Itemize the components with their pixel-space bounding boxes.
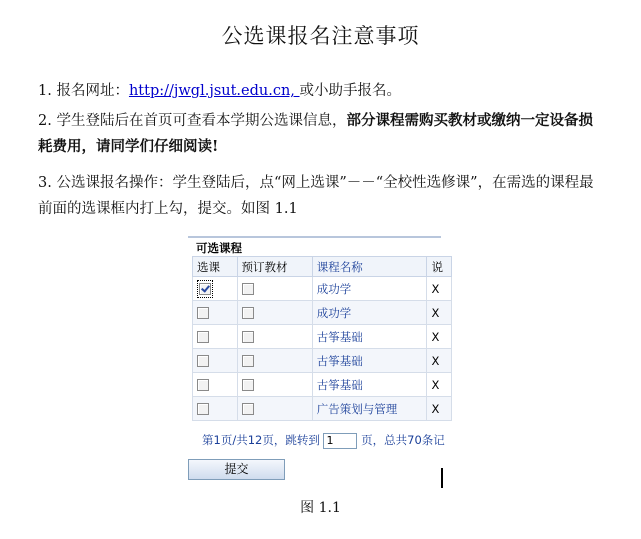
book-cell (237, 373, 312, 397)
item-register-url (38, 78, 598, 104)
select-checkbox-wrap (197, 402, 209, 416)
book-checkbox[interactable] (242, 403, 254, 415)
book-checkbox[interactable] (242, 283, 254, 295)
select-checkbox-wrap (197, 280, 213, 298)
course-name-cell (312, 301, 427, 325)
course-name-link[interactable]: 古筝基础 (316, 377, 363, 392)
header-select: 选课 (193, 257, 238, 277)
select-checkbox-wrap (197, 306, 209, 320)
extra-cell: X (427, 277, 452, 301)
book-checkbox[interactable] (242, 355, 254, 367)
text-cursor (441, 468, 443, 488)
extra-cell: X (427, 373, 452, 397)
item2-prefix: 2. 学生登陆后在首页可查看本学期公选课信息， (38, 113, 347, 129)
table-row (193, 277, 452, 301)
course-name-cell (312, 325, 427, 349)
table-row (193, 301, 452, 325)
table-row (193, 397, 452, 421)
header-extra: 说 (427, 257, 452, 277)
course-name-cell (312, 277, 427, 301)
book-cell (237, 301, 312, 325)
course-table (192, 256, 452, 421)
select-cell (193, 325, 238, 349)
course-name-link[interactable]: 古筝基础 (316, 329, 363, 344)
course-name-cell (312, 373, 427, 397)
select-checkbox-wrap (197, 378, 209, 392)
page-jump-input[interactable]: 1 (323, 433, 357, 449)
course-name-link[interactable]: 古筝基础 (316, 353, 363, 368)
table-header-row (193, 257, 452, 277)
select-checkbox[interactable] (199, 283, 211, 295)
pager-after: 页，总共70条记 (361, 433, 445, 447)
item-procedure: 3. 公选课报名操作：学生登陆后，点“网上选课”－－“全校性选修课”，在需选的课程最前面的选课框内打上勾，提交。如图 1.1 (38, 175, 594, 217)
course-selection-figure (188, 236, 445, 460)
figure-caption: 图 1.1 (300, 500, 341, 516)
book-checkbox[interactable] (242, 307, 254, 319)
submit-button[interactable]: 提交 (188, 459, 285, 480)
extra-cell: X (427, 349, 452, 373)
page-title: 公选课报名注意事项 (221, 24, 420, 48)
item2-bold-notice: 部分课程需购买教材或缴纳一定设备损耗费用，请同学们仔细阅读! (38, 112, 593, 155)
extra-cell: X (427, 325, 452, 349)
select-checkbox-wrap (197, 354, 209, 368)
select-checkbox-wrap (197, 330, 209, 344)
item1-suffix: 或小助手报名。 (299, 83, 402, 99)
select-checkbox[interactable] (197, 379, 209, 391)
header-course-name: 课程名称 (312, 257, 427, 277)
register-link[interactable]: http://jwgl.jsut.edu.cn, (128, 83, 300, 99)
table-row (193, 373, 452, 397)
table-row (193, 349, 452, 373)
select-cell (193, 301, 238, 325)
book-cell (237, 397, 312, 421)
book-checkbox[interactable] (242, 379, 254, 391)
course-name-cell (312, 397, 427, 421)
pager-before: 第1页/共12页，跳转到 (202, 433, 320, 447)
extra-cell: X (427, 397, 452, 421)
item1-prefix: 1. 报名网址： (38, 83, 129, 99)
select-checkbox[interactable] (197, 307, 209, 319)
course-name-link[interactable]: 成功学 (316, 305, 352, 320)
item-course-info (38, 108, 598, 160)
extra-cell: X (427, 301, 452, 325)
book-cell (237, 325, 312, 349)
header-book: 预订教材 (237, 257, 312, 277)
figure-title: 可选课程 (196, 241, 242, 255)
select-cell (193, 349, 238, 373)
select-cell (193, 277, 238, 301)
book-cell (237, 277, 312, 301)
course-name-link[interactable]: 成功学 (316, 281, 352, 296)
book-checkbox[interactable] (242, 331, 254, 343)
course-name-link[interactable]: 广告策划与管理 (316, 401, 398, 416)
pager (202, 432, 445, 449)
book-cell (237, 349, 312, 373)
select-checkbox[interactable] (197, 403, 209, 415)
course-name-cell (312, 349, 427, 373)
table-row (193, 325, 452, 349)
select-cell (193, 397, 238, 421)
select-cell (193, 373, 238, 397)
select-checkbox[interactable] (197, 355, 209, 367)
select-checkbox[interactable] (197, 331, 209, 343)
